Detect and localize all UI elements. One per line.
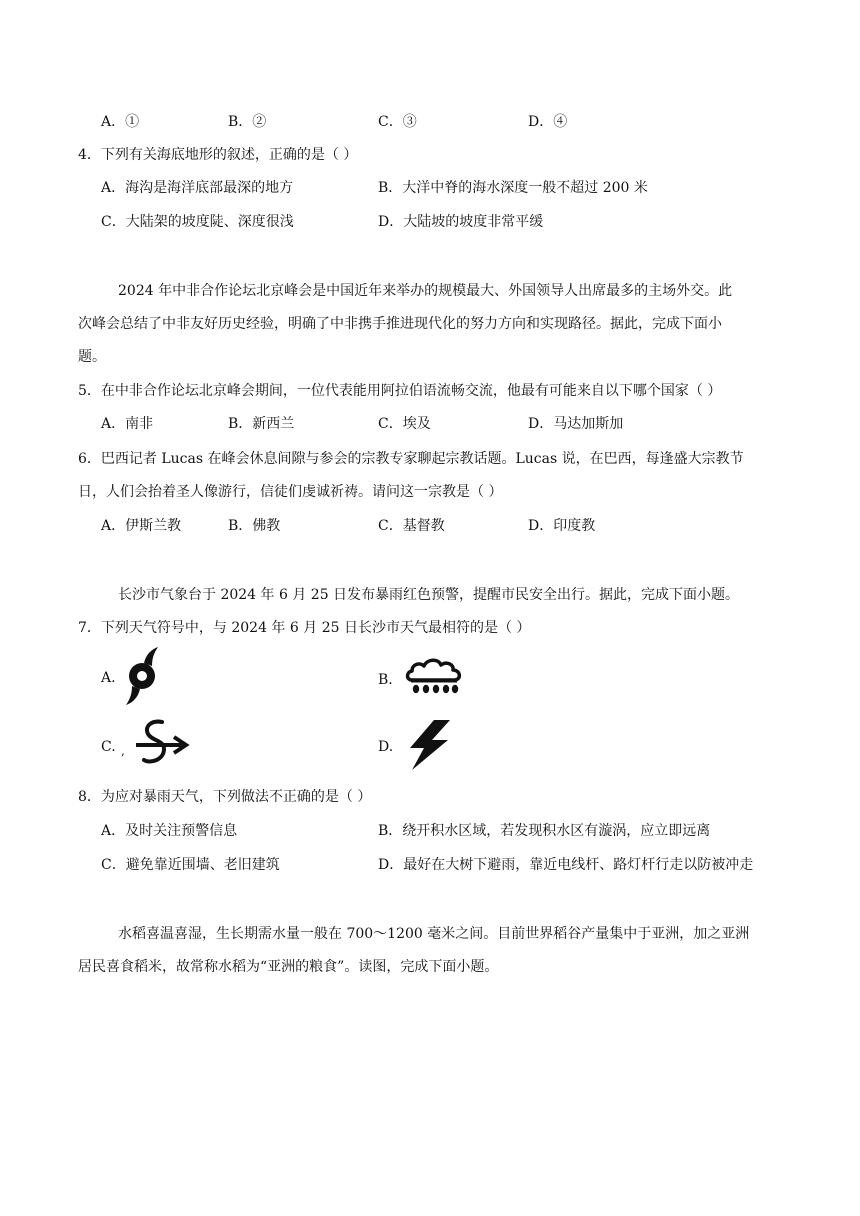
- q5-option-b[interactable]: B．新西兰: [228, 416, 295, 432]
- typhoon-icon[interactable]: [122, 646, 162, 706]
- q7-option-d-label[interactable]: D.: [378, 739, 394, 755]
- thunderstorm-icon[interactable]: [404, 718, 456, 772]
- passage-line: 题。: [78, 349, 106, 365]
- q7-option-c-label[interactable]: C.: [101, 739, 116, 755]
- q8-option-a[interactable]: A．及时关注预警信息: [101, 823, 238, 839]
- q4-option-d[interactable]: D．大陆坡的坡度非常平缓: [378, 214, 544, 230]
- q8-option-c[interactable]: C．避免靠近围墙、老旧建筑: [101, 857, 280, 873]
- q7-stem: 7．下列天气符号中，与 2024 年 6 月 25 日长沙市天气最相符的是（ ）: [78, 620, 531, 636]
- q3-option-c[interactable]: C．③: [378, 114, 417, 130]
- rainstorm-icon[interactable]: [404, 658, 464, 700]
- q6-option-b[interactable]: B．佛教: [228, 518, 281, 534]
- q3-option-d[interactable]: D．④: [528, 114, 568, 130]
- passage-line: 次峰会总结了中非友好历史经验，明确了中非携手推进现代化的努力方向和实现路径。据此，完成下面小: [78, 316, 722, 332]
- q5-option-d[interactable]: D．马达加斯加: [528, 416, 624, 432]
- q4-option-a[interactable]: A．海沟是海洋底部最深的地方: [101, 180, 294, 196]
- q5-option-c[interactable]: C．埃及: [378, 416, 431, 432]
- q6-option-d[interactable]: D．印度教: [528, 518, 596, 534]
- q6-stem-line: 日，人们会抬着圣人像游行，信徒们虔诚祈祷。请问这一宗教是（ ）: [78, 484, 503, 500]
- q8-option-b[interactable]: B．绕开积水区域，若发现积水区有漩涡，应立即远离: [378, 823, 711, 839]
- passage-line: 居民喜食稻米，故常称水稻为“亚洲的粮食”。读图，完成下面小题。: [78, 959, 499, 975]
- q3-option-a[interactable]: A．①: [101, 114, 140, 130]
- q4-option-c[interactable]: C．大陆架的坡度陡、深度很浅: [101, 214, 294, 230]
- q5-stem: 5．在中非合作论坛北京峰会期间，一位代表能用阿拉伯语流畅交流，他最有可能来自以下哪个国家（ ）: [78, 383, 722, 399]
- q7-option-a-label[interactable]: A.: [101, 670, 116, 686]
- q6-option-a[interactable]: A．伊斯兰教: [101, 518, 182, 534]
- q8-stem: 8．为应对暴雨天气，下列做法不正确的是（ ）: [78, 789, 372, 805]
- q7-option-b-label[interactable]: B.: [378, 672, 393, 688]
- q8-option-d[interactable]: D．最好在大树下避雨，靠近电线杆、路灯杆行走以防被冲走: [378, 857, 754, 873]
- passage-weather: 长沙市气象台于 2024 年 6 月 25 日发布暴雨红色预警，提醒市民安全出行。据此，完成下面小题。: [118, 587, 740, 603]
- sandstorm-icon[interactable]: [132, 716, 190, 774]
- q6-stem-line: 6．巴西记者 Lucas 在峰会休息间隙与参会的宗教专家聊起宗教话题。Lucas 说，在巴西，每逢盛大宗教节: [78, 451, 744, 467]
- q3-option-b[interactable]: B．②: [228, 114, 267, 130]
- q4-option-b[interactable]: B．大洋中脊的海水深度一般不超过 200 米: [378, 180, 648, 196]
- q5-option-a[interactable]: A．南非: [101, 416, 154, 432]
- q7-option-c-mark: ,: [121, 744, 125, 758]
- passage-line: 水稻喜温喜湿，生长期需水量一般在 700～1200 毫米之间。目前世界稻谷产量集中于亚洲，加之亚洲: [118, 926, 750, 942]
- q6-option-c[interactable]: C．基督教: [378, 518, 445, 534]
- passage-line: 2024 年中非合作论坛北京峰会是中国近年来举办的规模最大、外国领导人出席最多的主场外交。此: [118, 283, 733, 299]
- q4-stem: 4．下列有关海底地形的叙述，正确的是（ ）: [78, 147, 358, 163]
